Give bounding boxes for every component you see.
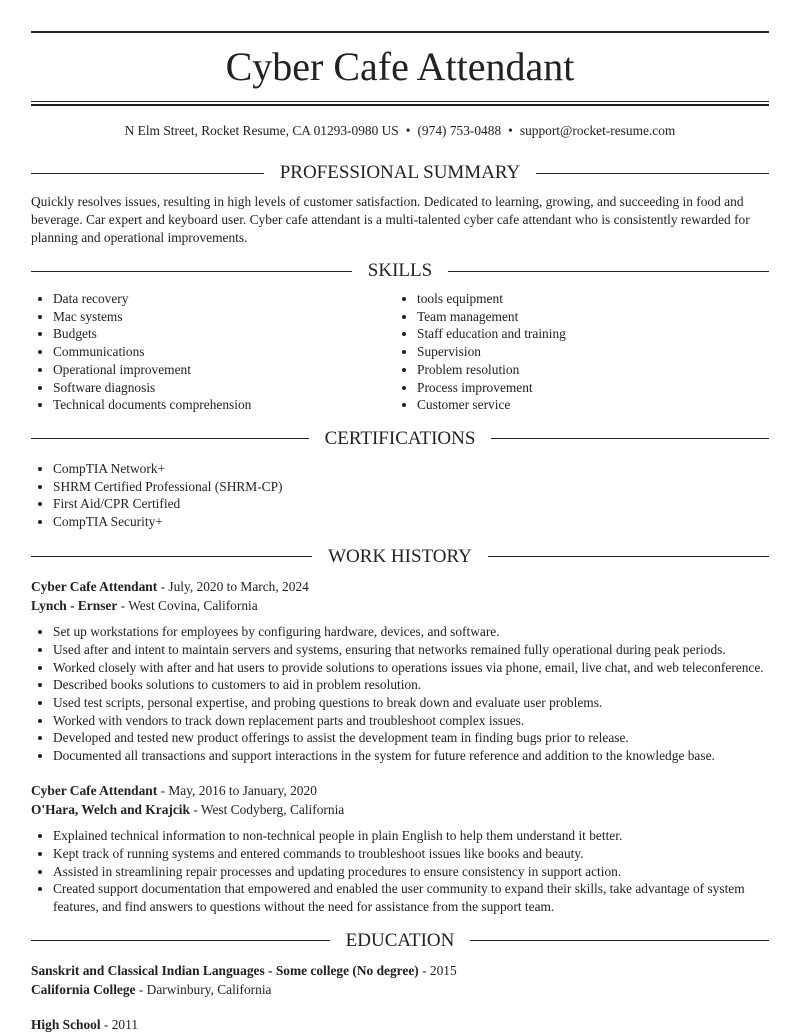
job-bullets xyxy=(31,623,769,765)
list-item: • Set up workstations for employees by configuring hardware, devices, and software. xyxy=(53,623,769,641)
list-item: • Staff education and training xyxy=(417,325,769,343)
job-bullets xyxy=(31,827,769,916)
skills-right-column xyxy=(395,290,769,414)
list-item: • Used test scripts, personal expertise, and probing questions to break down and evaluate user problems. xyxy=(53,694,769,712)
list-item: • Process improvement xyxy=(417,379,769,397)
school-location: Darwinbury, California xyxy=(146,982,272,998)
page-title: Cyber Cafe Attendant xyxy=(225,44,575,89)
list-item: • Documented all transactions and support interactions in the system for future reference and addition to the knowledge base. xyxy=(53,747,769,765)
job-dates: July, 2020 to March, 2024 xyxy=(168,579,309,595)
school: California College xyxy=(31,982,136,998)
list-item: • Team management xyxy=(417,308,769,326)
job-dates: May, 2016 to January, 2020 xyxy=(168,783,317,799)
separator: • xyxy=(508,123,513,138)
year: 2011 xyxy=(111,1016,139,1032)
list-item: • SHRM Certified Professional (SHRM-CP) xyxy=(53,478,769,496)
list-item: • CompTIA Network+ xyxy=(53,460,769,478)
summary-text: Quickly resolves issues, resulting in high levels of customer satisfaction. Dedicated to learning, growing, and succeeding in food and beverage. Car expert and keyboard user. Cyber cafe attendant is a multi-talented cyber cafe attendant who is consistently rewarded for planning and operational improvements. xyxy=(31,194,750,245)
list-item: • Communications xyxy=(53,343,395,361)
list-item: • Operational improvement xyxy=(53,361,395,379)
section-heading-certifications: CERTIFICATIONS xyxy=(31,427,769,451)
phone: (974) 753-0488 xyxy=(417,123,502,138)
job-entry: Cyber Cafe Attendant - May, 2016 to January, 2020 O'Hara, Welch and Krajcik - West Codyberg, California • Explained technical information to non-technical people in plain English to help them understand it better. • Kept track of running systems and entered commands to troubleshoot issues like books and beauty. • Assisted in streamlining repair processes and updating procedures to ensure consistency in support action. • Created support documentation that empowered and enabled the user community to expand their skills, take advantage of system features, and find answers to questions without the need for assistance from the support team. xyxy=(31,781,769,916)
list-item: • CompTIA Security+ xyxy=(53,513,769,531)
list-item: • Worked with vendors to track down replacement parts and troubleshoot complex issues. xyxy=(53,712,769,730)
degree: Sanskrit and Classical Indian Languages - Some college (No degree) xyxy=(31,963,419,979)
separator: • xyxy=(405,123,411,138)
skills-left-column xyxy=(31,290,395,414)
list-item: • Kept track of running systems and entered commands to troubleshoot issues like books and beauty. xyxy=(53,845,769,863)
company: O'Hara, Welch and Krajcik xyxy=(31,802,190,818)
list-item: • Technical documents comprehension xyxy=(53,396,395,414)
list-item: • Problem resolution xyxy=(417,361,769,379)
double-rule xyxy=(31,101,769,105)
certifications-list xyxy=(31,460,769,531)
degree: High School xyxy=(31,1016,101,1032)
list-item: • Supervision xyxy=(417,343,769,361)
list-item: • Customer service xyxy=(417,396,769,414)
skills-list xyxy=(31,290,769,414)
company: Lynch - Ernser xyxy=(31,598,118,614)
section-heading-summary: PROFESSIONAL SUMMARY xyxy=(31,161,769,185)
contact-info xyxy=(31,122,769,140)
list-item: • Explained technical information to non-technical people in plain English to help them understand it better. xyxy=(53,827,769,845)
job-entry: Cyber Cafe Attendant - July, 2020 to March, 2024 Lynch - Ernser - West Covina, California • Set up workstations for employees by configuring hardware, devices, and software. • Used after and intent to maintain servers and systems, ensuring that networks remained fully operational during peak periods. • Worked closely with after and hat users to provide solutions to operations issues via phone, email, live chat, and web teleconference. • Described books solutions to customers to aid in problem resolution. • Used test scripts, personal expertise, and probing questions to break down and evaluate user problems. • Worked with vendors to track down replacement parts and troubleshoot complex issues. • Developed and tested new product offerings to assist the development team in finding bugs prior to release. • Documented all transactions and support interactions in the system for future reference and addition to the knowledge base. xyxy=(31,577,769,765)
section-heading-education: EDUCATION xyxy=(31,929,769,953)
list-item: • Developed and tested new product offerings to assist the development team in finding bugs prior to release. xyxy=(53,729,769,747)
list-item: • Created support documentation that empowered and enabled the user community to expand their skills, take advantage of system features, and find answers to questions without the need for assistance from the support team. xyxy=(53,880,769,915)
section-heading-skills: SKILLS xyxy=(31,259,769,283)
list-item: • Budgets xyxy=(53,325,395,343)
education-entry: Sanskrit and Classical Indian Languages - Some college (No degree) - 2015 California College - Darwinbury, California xyxy=(31,963,457,998)
list-item: • Data recovery xyxy=(53,290,395,308)
education-entry: High School - 2011 xyxy=(31,1016,139,1032)
address: N Elm Street, Rocket Resume, CA 01293-0980 US xyxy=(124,123,399,138)
job-location: West Codyberg, California xyxy=(200,802,345,818)
job-location: West Covina, California xyxy=(128,598,258,614)
year: 2015 xyxy=(429,963,457,979)
list-item: • Mac systems xyxy=(53,308,395,326)
list-item: • Software diagnosis xyxy=(53,379,395,397)
list-item: • Assisted in streamlining repair processes and updating procedures to ensure consistency in support action. xyxy=(53,863,769,881)
job-title: Cyber Cafe Attendant xyxy=(31,579,158,595)
work-history xyxy=(31,577,769,916)
list-item: • Used after and intent to maintain servers and systems, ensuring that networks remained fully operational during peak periods. xyxy=(53,641,769,659)
list-item: • tools equipment xyxy=(417,290,769,308)
section-heading-work-history: WORK HISTORY xyxy=(31,545,769,569)
email: support@rocket-resume.com xyxy=(519,123,676,138)
list-item: • First Aid/CPR Certified xyxy=(53,495,769,513)
job-title: Cyber Cafe Attendant xyxy=(31,783,158,799)
list-item: • Worked closely with after and hat users to provide solutions to operations issues via phone, email, live chat, and web teleconference. xyxy=(53,659,769,677)
list-item: • Described books solutions to customers to aid in problem resolution. xyxy=(53,676,769,694)
